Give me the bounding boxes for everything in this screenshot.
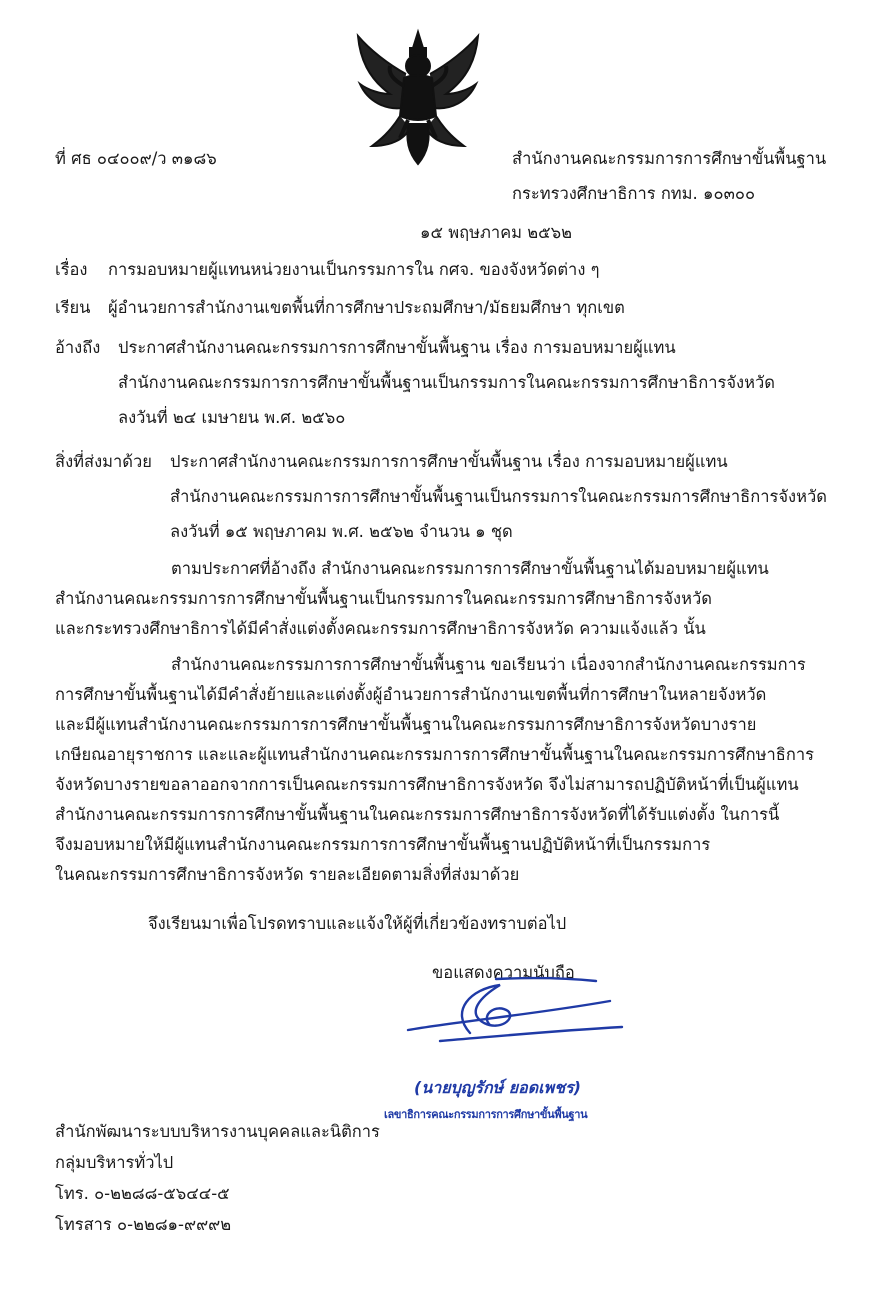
enclosure-line: ประกาศสำนักงานคณะกรรมการการศึกษาขั้นพื้นฐาน เรื่อง การมอบหมายผู้แทน	[170, 452, 728, 471]
subject-label: เรื่อง	[55, 260, 88, 279]
handwritten-signature	[400, 975, 630, 1050]
paragraph-line: การศึกษาขั้นพื้นฐานได้มีคำสั่งย้ายและแต่งตั้งผู้อำนวยการสำนักงานเขตพื้นที่การศึกษาในหลายจังหวัด	[55, 685, 767, 704]
enclosure-line: ลงวันที่ ๑๕ พฤษภาคม พ.ศ. ๒๕๖๒ จำนวน ๑ ชุด	[170, 522, 513, 541]
subject-text: การมอบหมายผู้แทนหน่วยงานเป็นกรรมการใน กศจ. ของจังหวัดต่าง ๆ	[108, 260, 600, 279]
document-number: ที่ ศธ ๐๔๐๐๙/ว ๓๑๘๖	[55, 149, 217, 168]
reference-line: ลงวันที่ ๒๔ เมษายน พ.ศ. ๒๕๖๐	[118, 408, 346, 427]
recipient-text: ผู้อำนวยการสำนักงานเขตพื้นที่การศึกษาประถมศึกษา/มัธยมศึกษา ทุกเขต	[108, 298, 625, 317]
closing-sentence: จึงเรียนมาเพื่อโปรดทราบและแจ้งให้ผู้ที่เกี่ยวข้องทราบต่อไป	[148, 914, 567, 933]
recipient-label: เรียน	[55, 298, 91, 317]
issuing-office-address: กระทรวงศึกษาธิการ กทม. ๑๐๓๐๐	[512, 184, 756, 203]
paragraph-line: สำนักงานคณะกรรมการการศึกษาขั้นพื้นฐาน ขอเรียนว่า เนื่องจากสำนักงานคณะกรรมการ	[171, 655, 806, 674]
enclosure-label: สิ่งที่ส่งมาด้วย	[55, 452, 152, 471]
footer-group: กลุ่มบริหารทั่วไป	[55, 1153, 174, 1172]
regards-text: ขอแสดงความนับถือ	[432, 963, 575, 982]
body-paragraph-1	[55, 554, 835, 644]
paragraph-line: ตามประกาศที่อ้างถึง สำนักงานคณะกรรมการการศึกษาขั้นพื้นฐานได้มอบหมายผู้แทน	[171, 559, 769, 578]
body-paragraph-2	[55, 650, 835, 890]
footer-fax: โทรสาร ๐-๒๒๘๑-๙๙๙๒	[55, 1215, 232, 1234]
signatory-name: (นายบุญรักษ์ ยอดเพชร)	[414, 1078, 581, 1097]
paragraph-line: ในคณะกรรมการศึกษาธิการจังหวัด รายละเอียดตามสิ่งที่ส่งมาด้วย	[55, 865, 520, 884]
signatory-title-stamp: เลขาธิการคณะกรรมการการศึกษาขั้นพื้นฐาน	[384, 1108, 588, 1121]
paragraph-line: และมีผู้แทนสำนักงานคณะกรรมการการศึกษาขั้นพื้นฐานในคณะกรรมการศึกษาธิการจังหวัดบางราย	[55, 715, 757, 734]
paragraph-line: จังหวัดบางรายขอลาออกจากการเป็นคณะกรรมการศึกษาธิการจังหวัด จึงไม่สามารถปฏิบัติหน้าที่เป็นผู้แทน	[55, 775, 799, 794]
reference-line: ประกาศสำนักงานคณะกรรมการการศึกษาขั้นพื้นฐาน เรื่อง การมอบหมายผู้แทน	[118, 338, 676, 357]
garuda-emblem	[350, 28, 486, 168]
paragraph-line: เกษียณอายุราชการ และและผู้แทนสำนักงานคณะกรรมการการศึกษาขั้นพื้นฐานในคณะกรรมการศึกษาธิการ	[55, 745, 814, 764]
footer-office: สำนักพัฒนาระบบบริหารงานบุคคลและนิติการ	[55, 1122, 380, 1141]
enclosure-line: สำนักงานคณะกรรมการการศึกษาขั้นพื้นฐานเป็นกรรมการในคณะกรรมการศึกษาธิการจังหวัด	[170, 487, 827, 506]
document-date: ๑๕ พฤษภาคม ๒๕๖๒	[420, 223, 572, 242]
paragraph-line: และกระทรวงศึกษาธิการได้มีคำสั่งแต่งตั้งคณะกรรมการศึกษาธิการจังหวัด ความแจ้งแล้ว นั้น	[55, 619, 706, 638]
reference-label: อ้างถึง	[55, 338, 101, 357]
reference-line: สำนักงานคณะกรรมการการศึกษาขั้นพื้นฐานเป็นกรรมการในคณะกรรมการศึกษาธิการจังหวัด	[118, 373, 775, 392]
paragraph-line: สำนักงานคณะกรรมการการศึกษาขั้นพื้นฐานเป็นกรรมการในคณะกรรมการศึกษาธิการจังหวัด	[55, 589, 712, 608]
paragraph-line: จึงมอบหมายให้มีผู้แทนสำนักงานคณะกรรมการการศึกษาขั้นพื้นฐานปฏิบัติหน้าที่เป็นกรรมการ	[55, 835, 711, 854]
footer-telephone: โทร. ๐-๒๒๘๘-๕๖๔๔-๕	[55, 1184, 230, 1203]
paragraph-line: สำนักงานคณะกรรมการการศึกษาขั้นพื้นฐานในคณะกรรมการศึกษาธิการจังหวัดที่ได้รับแต่งตั้ง ในการนี้	[55, 805, 780, 824]
issuing-office: สำนักงานคณะกรรมการการศึกษาขั้นพื้นฐาน	[512, 149, 827, 168]
